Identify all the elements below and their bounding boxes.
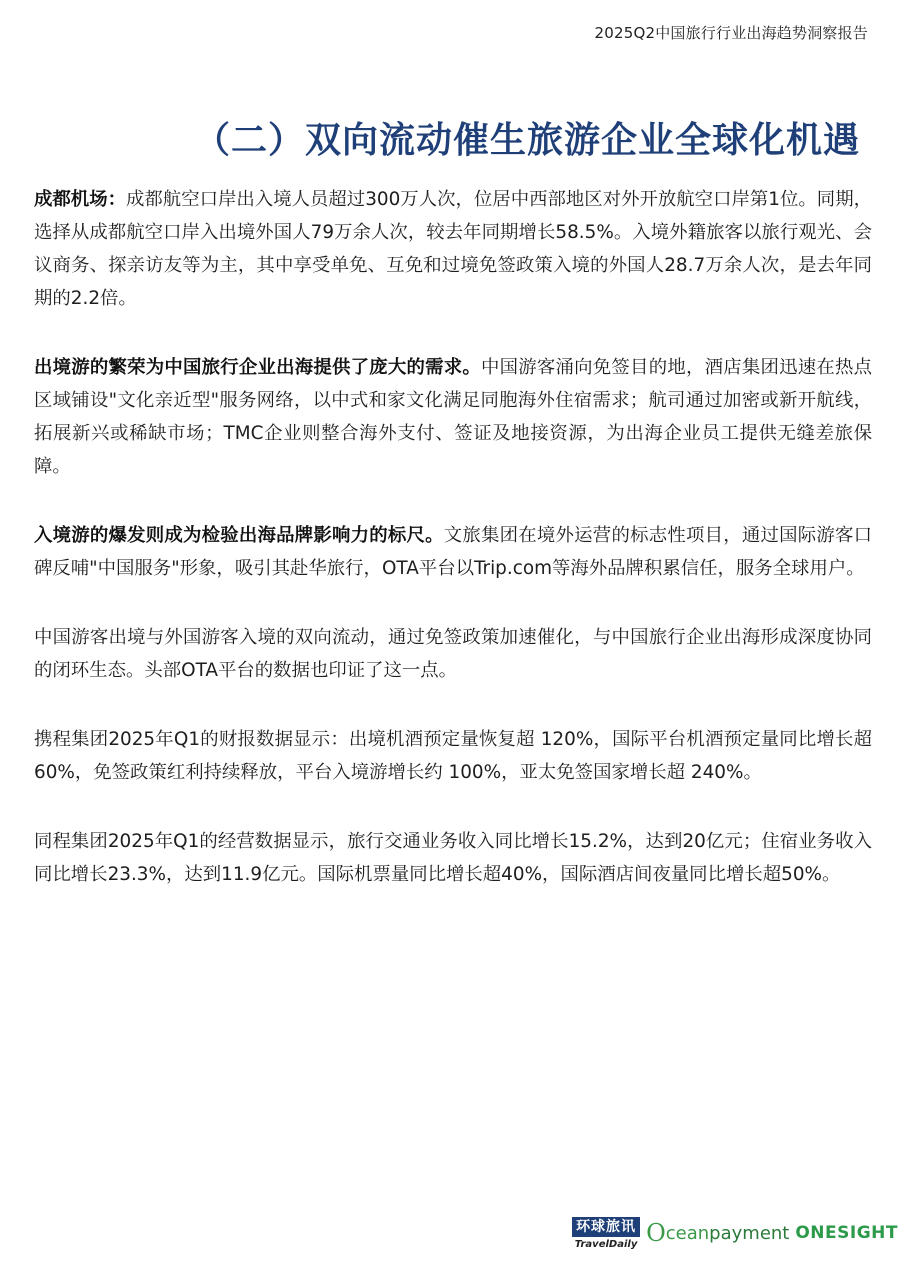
oceanpayment-logo-o: O: [646, 1219, 666, 1247]
traveldaily-logo-cn: 环球旅讯: [572, 1217, 640, 1237]
paragraph-body: 中国游客出境与外国游客入境的双向流动，通过免签政策加速催化，与中国旅行企业出海形成深度协同的闭环生态。头部OTA平台的数据也印证了这一点。: [34, 627, 872, 681]
paragraph-tongcheng-data: [34, 825, 872, 891]
traveldaily-logo: [572, 1217, 640, 1250]
oceanpayment-logo-part1: cean: [665, 1222, 710, 1244]
paragraph-lead: 入境游的爆发则成为检验出海品牌影响力的标尺。: [34, 525, 444, 546]
paragraph-inbound-travel: [34, 519, 872, 585]
paragraph-body: 中国游客涌向免签目的地，酒店集团迅速在热点区域铺设"文化亲近型"服务网络，以中式和家文化满足同胞海外住宿需求；航司通过加密或新开航线，拓展新兴或稀缺市场；TMC企业则整合海外支付、签证及地接资源，为出海企业员工提供无缝差旅保障。: [34, 357, 872, 477]
footer-logos: [572, 1212, 898, 1254]
body-content: [34, 183, 872, 927]
paragraph-body: 文旅集团在境外运营的标志性项目，通过国际游客口碑反哺"中国服务"形象，吸引其赴华旅行，OTA平台以Trip.com等海外品牌积累信任，服务全球用户。: [34, 525, 872, 579]
paragraph-two-way-flow: [34, 621, 872, 687]
paragraph-body: 携程集团2025年Q1的财报数据显示：出境机酒预定量恢复超 120%，国际平台机酒预定量同比增长超 60%，免签政策红利持续释放，平台入境游增长约 100%，亚太免签国家增长超 240%。: [34, 729, 872, 783]
paragraph-lead: 成都机场：: [34, 189, 126, 210]
running-header: 2025Q2中国旅行行业出海趋势洞察报告: [594, 24, 868, 42]
section-title: （二）双向流动催生旅游企业全球化机遇: [193, 120, 860, 161]
paragraph-chengdu-airport: [34, 183, 872, 315]
oceanpayment-logo: [646, 1221, 789, 1245]
paragraph-body: 成都航空口岸出入境人员超过300万人次，位居中西部地区对外开放航空口岸第1位。同期，选择从成都航空口岸入出境外国人79万余人次，较去年同期增长58.5%。入境外籍旅客以旅行观光、会议商务、探亲访友等为主，其中享受单免、互免和过境免签政策入境的外国人28.7万余人次，是去年同期的2.2倍。: [34, 189, 872, 309]
traveldaily-logo-en: TravelDaily: [574, 1238, 638, 1250]
paragraph-lead: 出境游的繁荣为中国旅行企业出海提供了庞大的需求。: [34, 357, 482, 378]
paragraph-body: 同程集团2025年Q1的经营数据显示，旅行交通业务收入同比增长15.2%，达到20亿元；住宿业务收入同比增长23.3%，达到11.9亿元。国际机票量同比增长超40%，国际酒店间夜量同比增长超50%。: [34, 831, 872, 885]
paragraph-ctrip-data: [34, 723, 872, 789]
paragraph-outbound-travel: [34, 351, 872, 483]
oceanpayment-logo-part2: payment: [709, 1222, 790, 1244]
onesight-logo: ONESIGHT: [795, 1223, 898, 1243]
